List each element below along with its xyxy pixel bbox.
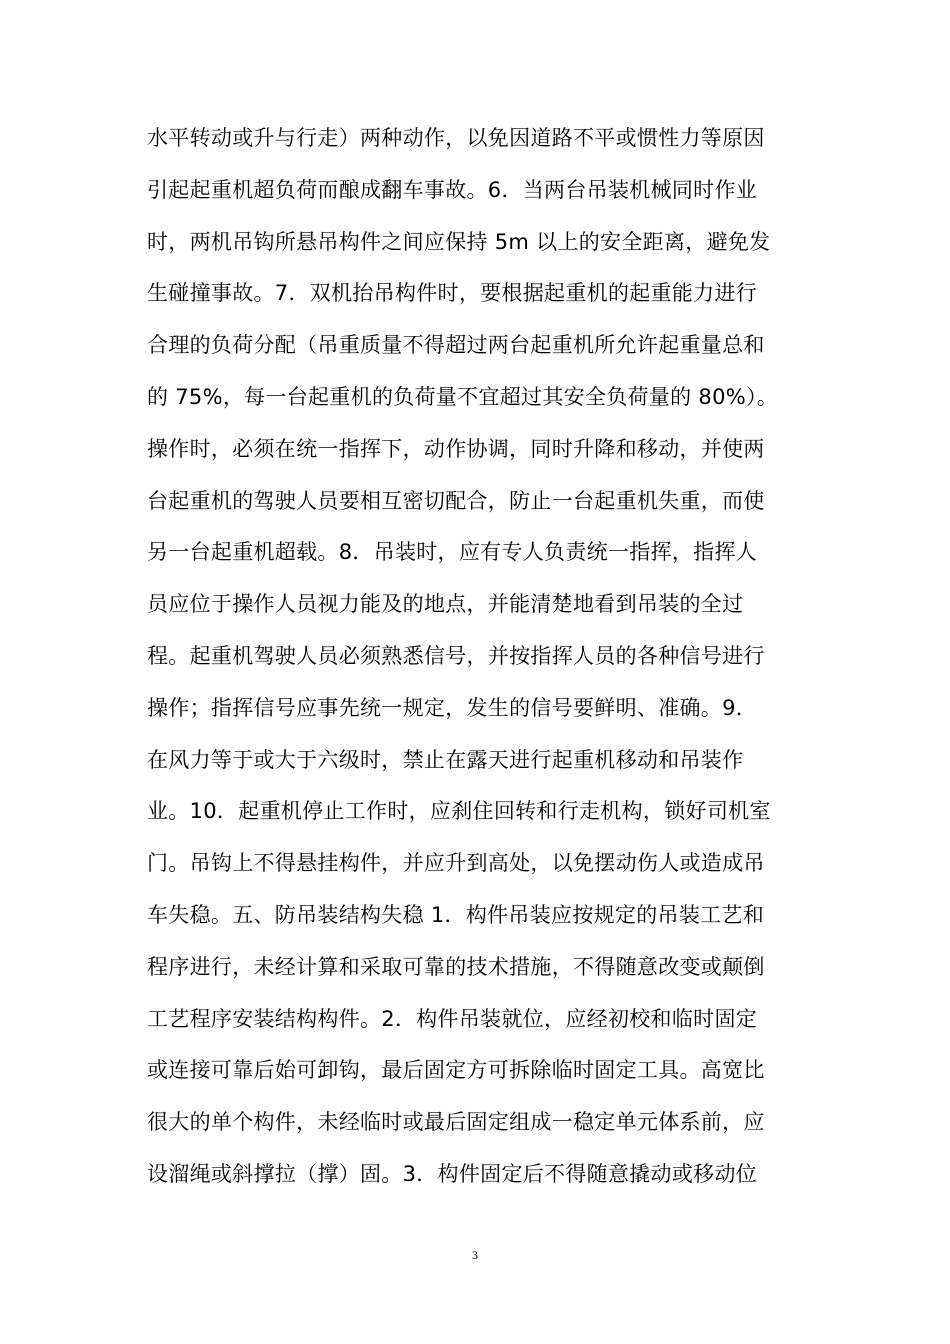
text-line: 水平转动或升与行走）两种动作，以免因道路不平或惯性力等原因 (147, 126, 765, 150)
text-line: 业。10．起重机停止工作时，应刹住回转和行走机构，锁好司机室 (147, 799, 771, 824)
text-line: 设溜绳或斜撑拉（撑）固。3．构件固定后不得随意撬动或移动位 (147, 1161, 758, 1186)
text-line: 引起起重机超负荷而酿成翻车事故。6．当两台吊装机械同时作业 (147, 177, 758, 202)
text-line: 生碰撞事故。7．双机抬吊构件时，要根据起重机的起重能力进行 (147, 281, 758, 306)
text-line: 程。起重机驾驶人员必须熟悉信号，并按指挥人员的各种信号进行 (147, 643, 765, 668)
text-line: 在风力等于或大于六级时，禁止在露天进行起重机移动和吊装作 (147, 747, 744, 772)
text-line: 操作；指挥信号应事先统一规定，发生的信号要鲜明、准确。9． (147, 695, 758, 720)
text-line: 门。吊钩上不得悬挂构件，并应升到高处，以免摆动伤人或造成吊 (147, 851, 765, 876)
body-text (147, 116, 807, 1204)
text-line: 时，两机吊钩所悬吊构件之间应保持 5m 以上的安全距离，避免发 (147, 229, 771, 254)
text-line: 很大的单个构件，未经临时或最后固定组成一稳定单元体系前，应 (147, 1110, 765, 1135)
text-line: 程序进行，未经计算和采取可靠的技术措施，不得随意改变或颠倒 (147, 954, 765, 979)
text-line: 工艺程序安装结构构件。2．构件吊装就位，应经初校和临时固定 (147, 1006, 758, 1031)
text-line: 台起重机的驾驶人员要相互密切配合，防止一台起重机失重，而使 (147, 488, 765, 513)
text-line: 员应位于操作人员视力能及的地点，并能清楚地看到吊装的全过 (147, 592, 744, 617)
page-number: 3 (472, 1248, 478, 1262)
text-line: 的 75%，每一台起重机的负荷量不宜超过其安全负荷量的 80%）。 (147, 384, 779, 409)
text-line: 操作时，必须在统一指挥下，动作协调，同时升降和移动，并使两 (147, 436, 765, 461)
text-line: 另一台起重机超载。8．吊装时，应有专人负责统一指挥，指挥人 (147, 540, 758, 565)
text-line: 或连接可靠后始可卸钩，最后固定方可拆除临时固定工具。高宽比 (147, 1058, 765, 1083)
text-line: 合理的负荷分配（吊重质量不得超过两台起重机所允许起重量总和 (147, 333, 765, 358)
text-line: 车失稳。五、防吊装结构失稳 1．构件吊装应按规定的吊装工艺和 (147, 902, 765, 927)
